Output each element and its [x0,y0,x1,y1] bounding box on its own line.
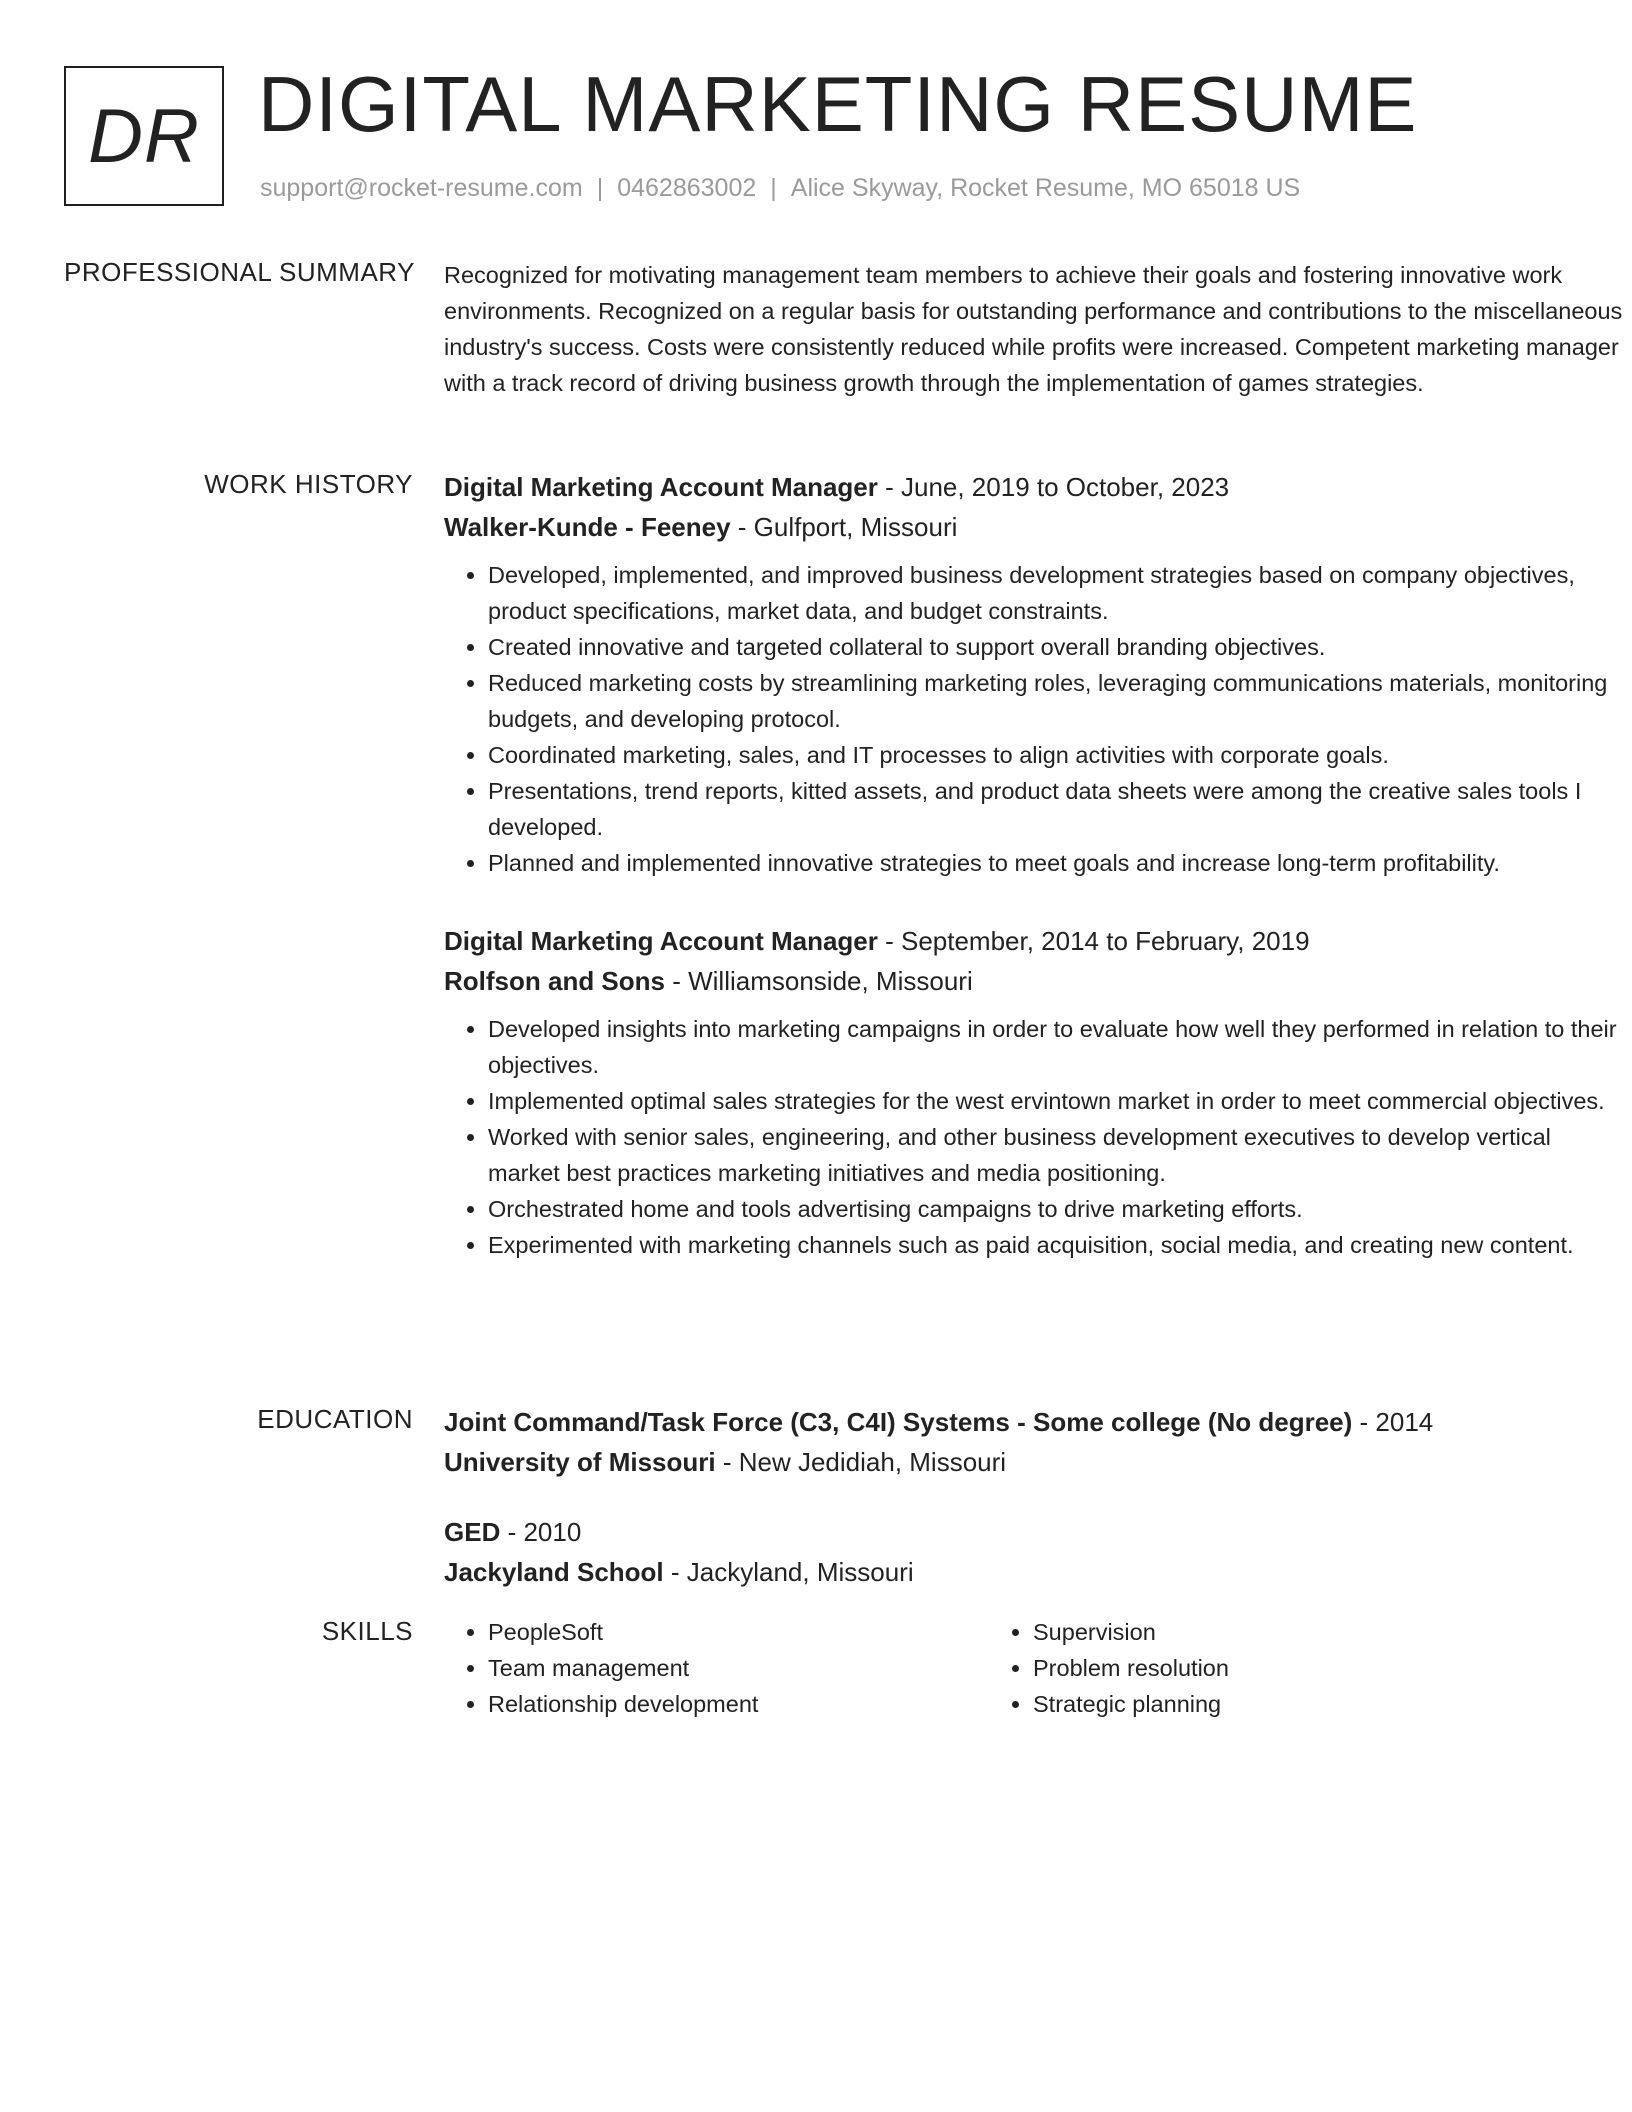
work-history-body [444,467,1624,1303]
job-bullet: • Reduced marketing costs by streamlining marketing roles, leveraging communications materials, monitoring budgets, and developing protocol. [488,665,1624,737]
education-year: - 2014 [1352,1407,1434,1437]
skills-column-right [989,1614,1534,1722]
job-bullet: • Planned and implemented innovative strategies to meet goals and increase long-term profitability. [488,845,1624,881]
education-school-line [444,1552,1624,1592]
job-company: Walker-Kunde - Feeney [444,512,731,542]
job-dates: - June, 2019 to October, 2023 [877,472,1230,502]
summary-body [444,257,1624,401]
job-bullet: • Coordinated marketing, sales, and IT processes to align activities with corporate goals. [488,737,1624,773]
contact-separator: | [770,174,777,202]
job-company-line [444,507,1624,547]
job-bullets [444,1011,1624,1263]
skill-item: • Relationship development [488,1686,989,1722]
education-degree-line [444,1402,1624,1442]
contact-email[interactable]: support@rocket-resume.com [260,174,583,202]
job-bullet: • Worked with senior sales, engineering, and other business development executives to develop vertical market best practices marketing initiatives and media positioning. [488,1119,1624,1191]
job-company-line [444,961,1624,1001]
education-entry [444,1402,1624,1482]
job-bullet: • Created innovative and targeted collateral to support overall branding objectives. [488,629,1624,665]
job-bullet: • Experimented with marketing channels such as paid acquisition, social media, and creating new content. [488,1227,1624,1263]
job-role-line [444,921,1624,961]
section-title-summary: PROFESSIONAL SUMMARY [64,257,415,287]
education-entry [444,1512,1624,1592]
skills-body [444,1614,1624,1722]
job-location: - Williamsonside, Missouri [665,966,973,996]
section-title-education: EDUCATION [257,1404,413,1434]
contact-line [260,174,1300,203]
section-title-work-history: WORK HISTORY [204,469,413,499]
education-school: University of Missouri [444,1447,716,1477]
job-role: Digital Marketing Account Manager [444,472,878,502]
job-bullet: • Implemented optimal sales strategies for the west ervintown market in order to meet commercial objectives. [488,1083,1624,1119]
skills-grid [444,1614,1544,1722]
education-school-line [444,1442,1624,1482]
skill-item: • Strategic planning [1033,1686,1534,1722]
job-company: Rolfson and Sons [444,966,665,996]
contact-phone[interactable]: 0462863002 [617,174,757,202]
resume-title: DIGITAL MARKETING RESUME [258,60,1418,148]
resume-header [64,60,1584,216]
education-year: - 2010 [500,1517,582,1547]
skills-column-left [444,1614,989,1722]
job-bullet: • Developed insights into marketing campaigns in order to evaluate how well they performed in relation to their objectives. [488,1011,1624,1083]
skill-item: • Supervision [1033,1614,1534,1650]
education-degree-line [444,1512,1624,1552]
skills-list [989,1614,1534,1722]
skill-item: • Team management [488,1650,989,1686]
skill-item: • PeopleSoft [488,1614,989,1650]
education-location: - Jackyland, Missouri [663,1557,914,1587]
contact-separator: | [596,174,604,202]
summary-text: Recognized for motivating management team members to achieve their goals and fostering innovative work environments. Recognized on a regular basis for outstanding performance and contributions to the miscellaneous industry's success. Costs were consistently reduced while profits were increased. Competent marketing manager with a track record of driving business growth through the implementation of games strategies. [444,262,1623,396]
job-location: - Gulfport, Missouri [730,512,958,542]
job-bullets [444,557,1624,881]
job-bullet: • Developed, implemented, and improved business development strategies based on company objectives, product specifications, market data, and budget constraints. [488,557,1624,629]
job-dates: - September, 2014 to February, 2019 [877,926,1310,956]
education-degree: Joint Command/Task Force (C3, C4I) Systems - Some college (No degree) [444,1407,1353,1437]
section-title-skills: SKILLS [321,1616,413,1646]
education-degree: GED [444,1517,501,1547]
job-entry [444,467,1624,881]
monogram: DR [64,66,224,206]
job-role: Digital Marketing Account Manager [444,926,878,956]
education-body [444,1402,1624,1622]
job-bullet: • Presentations, trend reports, kitted assets, and product data sheets were among the creative sales tools I developed. [488,773,1624,845]
education-school: Jackyland School [444,1557,664,1587]
education-location: - New Jedidiah, Missouri [715,1447,1007,1477]
job-role-line [444,467,1624,507]
skills-list [444,1614,989,1722]
skill-item: • Problem resolution [1033,1650,1534,1686]
job-bullet: • Orchestrated home and tools advertising campaigns to drive marketing efforts. [488,1191,1624,1227]
contact-address: Alice Skyway, Rocket Resume, MO 65018 US [790,174,1301,202]
job-entry [444,921,1624,1263]
